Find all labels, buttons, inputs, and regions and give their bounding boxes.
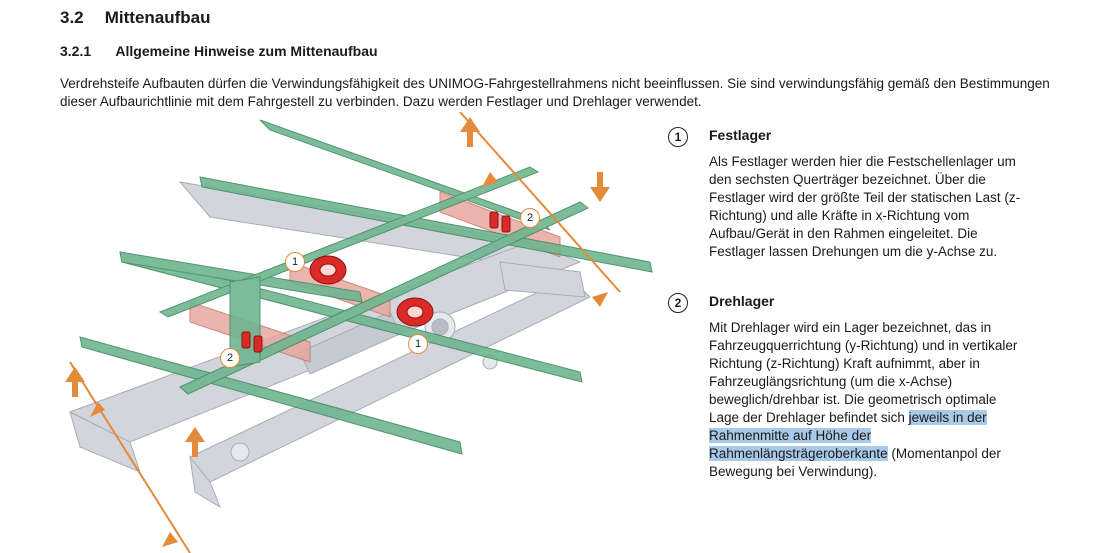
- description-text: (Momentanpol der Bewegung bei Verwindung).: [709, 446, 1001, 479]
- item-title: Drehlager: [709, 293, 775, 309]
- intro-paragraph: Verdrehsteife Aufbauten dürfen die Verwindungsfähigkeit des UNIMOG-Fahrgestellrahmens nicht beeinflussen. Sie sind verwindungsfähig gemäß den Bestimmungen dieser Aufbaurichtlinie mit dem Fahrgestell zu verbinden. Dazu werden Festlager und Drehlager verwendet.: [60, 76, 1050, 109]
- section-number: 3.2: [60, 8, 84, 27]
- figure-callout: 1: [408, 334, 428, 354]
- subsection-title: Allgemeine Hinweise zum Mittenaufbau: [115, 43, 378, 59]
- figure-callout: 1: [285, 252, 305, 272]
- figure-callout: 2: [520, 208, 540, 228]
- subframe-illustration: [60, 112, 660, 553]
- item-description: Als Festlager werden hier die Festschellenlager um den sechsten Querträger bezeichnet. Über die Festlager wird der größte Teil der statischen Last (z-Richtung) und alle Kräfte in x-Richtung vom Aufbau/Gerät in den Rahmen eingeleitet. Die Festlager lassen Drehungen um die y-Achse zu.: [709, 154, 1021, 259]
- figure-callout: 2: [220, 348, 240, 368]
- subsection-heading: [60, 43, 378, 59]
- item-title: Festlager: [709, 127, 772, 143]
- subsection-number: 3.2.1: [60, 43, 92, 59]
- item-marker: 2: [668, 293, 688, 313]
- item-marker: 1: [668, 127, 688, 147]
- subframe-drawing: [60, 112, 660, 553]
- item-description: [709, 319, 1029, 481]
- description-text: Mit Drehlager wird ein Lager bezeichnet, das in Fahrzeugquerrichtung (y-Richtung) und in vertikaler Richtung (z-Richtung) Kraft aufnimmt, aber in Fahrzeuglängsrichtung (um die x-Achse) beweglich/drehbar ist. Die geometrisch optimale Lage der Drehlager befindet sich: [709, 320, 1018, 425]
- section-title: Mittenaufbau: [104, 8, 211, 27]
- highlighted-text: jeweils in der Rahmenmitte auf Höhe der Rahmenlängsträgeroberkante: [709, 410, 987, 461]
- section-heading: [60, 8, 211, 28]
